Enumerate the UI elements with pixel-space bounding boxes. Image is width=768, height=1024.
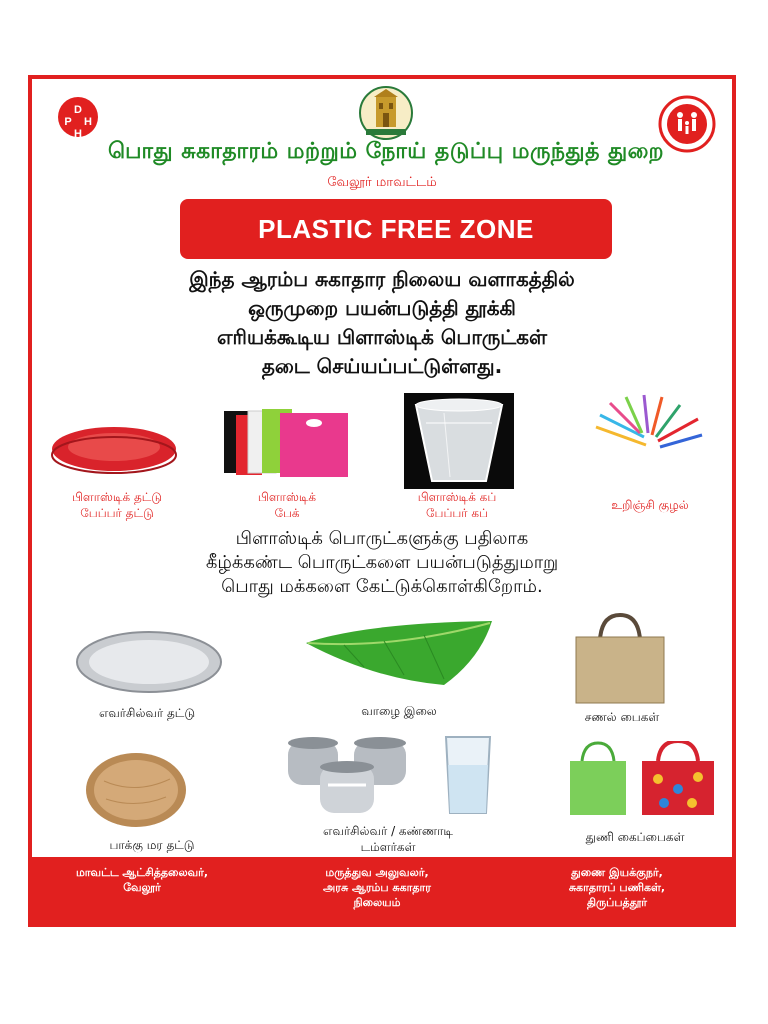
notice-line: தடை செய்யப்பட்டுள்ளது.: [261, 354, 503, 378]
deputy-director-signatory: துணை இயக்குநர், சுகாதாரப் பணிகள், திருப்பத்தூர்: [568, 866, 666, 909]
notice-line: எரியக்கூடிய பிளாஸ்டிக் பொருட்கள்: [216, 325, 548, 349]
request-line: கீழ்க்கண்ட பொருட்களை பயன்படுத்துமாறு: [205, 552, 559, 573]
svg-text:D: D: [74, 104, 82, 116]
alternative-request: [52, 527, 712, 599]
svg-text:H: H: [74, 128, 82, 140]
steel-tumbler-icon: [284, 735, 414, 817]
department-title: பொது சுகாதாரம் மற்றும் நோய் தடுப்பு மருந்துத் துறை: [108, 139, 664, 164]
plastic-plate-icon: [48, 419, 188, 479]
cloth-bag-icon: [568, 741, 718, 817]
tumbler-label: எவர்சில்வர் / கண்ணாடி டம்ளர்கள்: [323, 824, 453, 854]
plastic-free-zone-banner: PLASTIC FREE ZONE: [180, 199, 612, 259]
svg-text:H: H: [84, 116, 92, 128]
cloth-bag-label: துணி கைப்பைகள்: [585, 830, 685, 844]
plastic-bag-label: பிளாஸ்டிக் பேக்: [257, 490, 317, 520]
notice-line: இந்த ஆரம்ப சுகாதார நிலைய வளாகத்தில்: [189, 267, 575, 291]
footer-signatories: [32, 857, 732, 927]
banana-leaf-icon: [304, 619, 494, 689]
request-line: பிளாஸ்டிக் பொருட்களுக்கு பதிலாக: [235, 528, 529, 549]
plastic-plate-label: பிளாஸ்டிக் தட்டு பேப்பர் தட்டு: [71, 490, 163, 520]
plastic-cup-label: பிளாஸ்டிக் கப் பேப்பர் கப்: [417, 490, 497, 520]
poster: [28, 75, 736, 927]
steel-plate-label: எவர்சில்வர் தட்டு: [98, 706, 196, 720]
areca-plate-label: பாக்கு மர தட்டு: [109, 838, 195, 852]
jute-bag-label: சணல் பைகள்: [584, 710, 660, 724]
banana-leaf-label: வாழை இலை: [361, 704, 437, 718]
areca-plate-icon: [84, 751, 188, 829]
plastic-bag-icon: [222, 405, 352, 485]
straw-label: உறிஞ்சி குழல்: [611, 498, 689, 512]
jute-bag-icon: [570, 609, 670, 705]
collector-signatory: மாவட்ட ஆட்சித்தலைவர், வேலூர்: [75, 866, 209, 894]
request-line: பொது மக்களை கேட்டுக்கொள்கிறோம்.: [221, 576, 543, 597]
state-emblem-icon: [358, 85, 414, 143]
steel-plate-icon: [74, 627, 224, 697]
glass-tumbler-icon: [438, 735, 498, 815]
notice-line: ஒருமுறை பயன்படுத்தி தூக்கி: [248, 296, 516, 320]
svg-text:P: P: [64, 116, 72, 128]
plastic-cup-icon: [404, 393, 514, 489]
medical-officer-signatory: மருத்துவ அலுவலர், அரசு ஆரம்ப சுகாதார நிலையம்: [323, 866, 431, 909]
ban-notice: [52, 265, 712, 381]
straw-icon: [590, 393, 710, 483]
district-name: வேலூர் மாவட்டம்: [327, 175, 437, 190]
